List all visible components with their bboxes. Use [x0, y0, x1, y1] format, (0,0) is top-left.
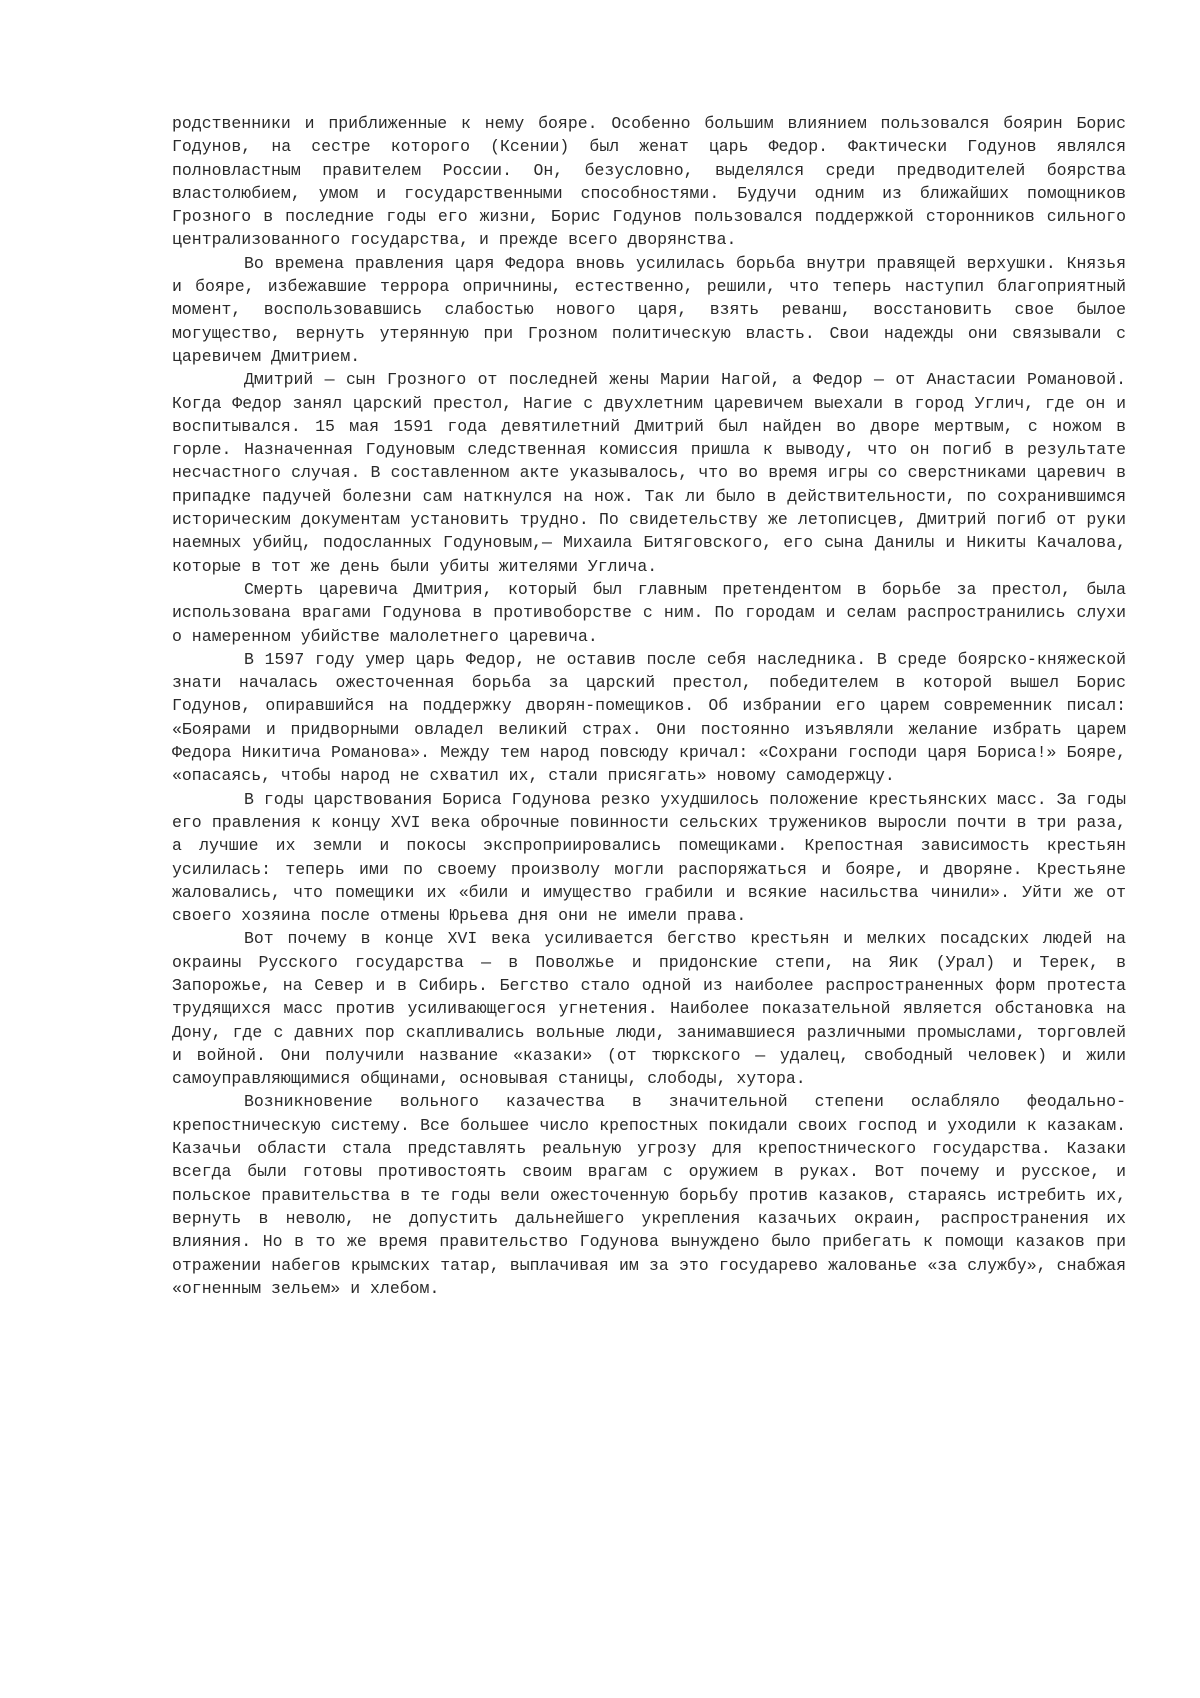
paragraph-6: В годы царствования Бориса Годунова резко ухудшилось положение крестьянских масс. За годы его правления к концу XVI века оброчные повинности сельских тружеников выросли почти в три раза, а лучшие их земли и покосы экспроприировались помещиками. Крепостная зависимость крестьян усилилась: теперь ими по своему произволу могли распоряжаться и бояре, и дворяне. Крестьяне жаловались, что помещики их «били и имущество грабили и всякие насильства чинили». Уйти же от своего хозяина после отмены Юрьева дня они не имели права.: [172, 789, 1126, 926]
paragraph-5: В 1597 году умер царь Федор, не оставив после себя наследника. В среде боярско-княжеской знати началась ожесточенная борьба за царский престол, победителем в которой вышел Борис Годунов, опиравшийся на поддержку дворян-помещиков. Об избрании его царем современник писал: «Боярами и придворными овладел великий страх. Они постоянно изъявляли желание избрать царем Федора Никитича Романова». Между тем народ повсюду кричал: «Сохрани господи царя Бориса!» Бояре, «опасаясь, чтобы народ не схватил их, стали присягать» новому самодержцу.: [172, 649, 1126, 786]
paragraph-4: Смерть царевича Дмитрия, который был главным претендентом в борьбе за престол, была использована врагами Годунова в противоборстве с ним. По городам и селам распространились слухи о намеренном убийстве малолетнего царевича.: [172, 579, 1126, 646]
paragraph-8: Возникновение вольного казачества в значительной степени ослабляло феодально-крепостническую систему. Все большее число крепостных покидали своих господ и уходили к казакам. Казачьи области стала представлять реальную угрозу для крепостнического государства. Казаки всегда были готовы противостоять своим врагам с оружием в руках. Вот почему и русское, и польское правительства в те годы вели ожесточенную борьбу против казаков, стараясь истребить их, вернуть в неволю, не допустить дальнейшего укрепления казачьих окраин, распространения их влияния. Но в то же время правительство Годунова вынуждено было прибегать к помощи казаков при отражении набегов крымских татар, выплачивая им за это государево жалованье «за службу», снабжая «огненным зельем» и хлебом.: [172, 1092, 1126, 1298]
paragraph-1: родственники и приближенные к нему бояре. Особенно большим влиянием пользовался боярин Борис Годунов, на сестре которого (Ксении) был женат царь Федор. Фактически Годунов являлся полновластным правителем России. Он, безусловно, выделялся среди предводителей боярства властолюбием, умом и государственными способностями. Будучи одним из ближайших помощников Грозного в последние годы его жизни, Борис Годунов пользовался поддержкой сторонников сильного централизованного государства, и прежде всего дворянства.: [172, 114, 1126, 250]
paragraph-2: Во времена правления царя Федора вновь усилилась борьба внутри правящей верхушки. Князья и бояре, избежавшие террора опричнины, естественно, решили, что теперь наступил благоприятный момент, воспользовавшись слабостью нового царя, взять реванш, восстановить свое былое могущество, вернуть утерянную при Грозном политическую власть. Свои надежды они связывали с царевичем Дмитрием.: [172, 253, 1126, 366]
paragraph-3: Дмитрий — сын Грозного от последней жены Марии Нагой, а Федор — от Анастасии Романовой. Когда Федор занял царский престол, Нагие с двухлетним царевичем выехали в город Углич, где он и воспитывался. 15 мая 1591 года девятилетний Дмитрий был найден во дворе мертвым, с ножом в горле. Назначенная Годуновым следственная комиссия пришла к выводу, что он погиб в результате несчастного случая. В составленном акте указывалось, что во время игры со сверстниками царевич в припадке падучей болезни сам наткнулся на нож. Так ли было в действительности, по сохранившимся историческим документам установить трудно. По свидетельству же летописцев, Дмитрий погиб от руки наемных убийц, подосланных Годуновым,— Михаила Битяговского, его сына Данилы и Никиты Качалова, которые в тот же день были убиты жителями Углича.: [172, 370, 1126, 576]
paragraph-7: Вот почему в конце XVI века усиливается бегство крестьян и мелких посадских людей на окраины Русского государства — в Поволжье и придонские степи, на Яик (Урал) и Терек, в Запорожье, на Север и в Сибирь. Бегство стало одной из наиболее распространенных форм протеста трудящихся масс против усиливающегося угнетения. Наиболее показательной является обстановка на Дону, где с давних пор скапливались вольные люди, занимавшиеся различными промыслами, торговлей и войной. Они получили название «казаки» (от тюркского — удалец, свободный человек) и жили самоуправляющимися общинами, основывая станицы, слободы, хутора.: [172, 929, 1126, 1089]
document-page: [172, 112, 1126, 1300]
